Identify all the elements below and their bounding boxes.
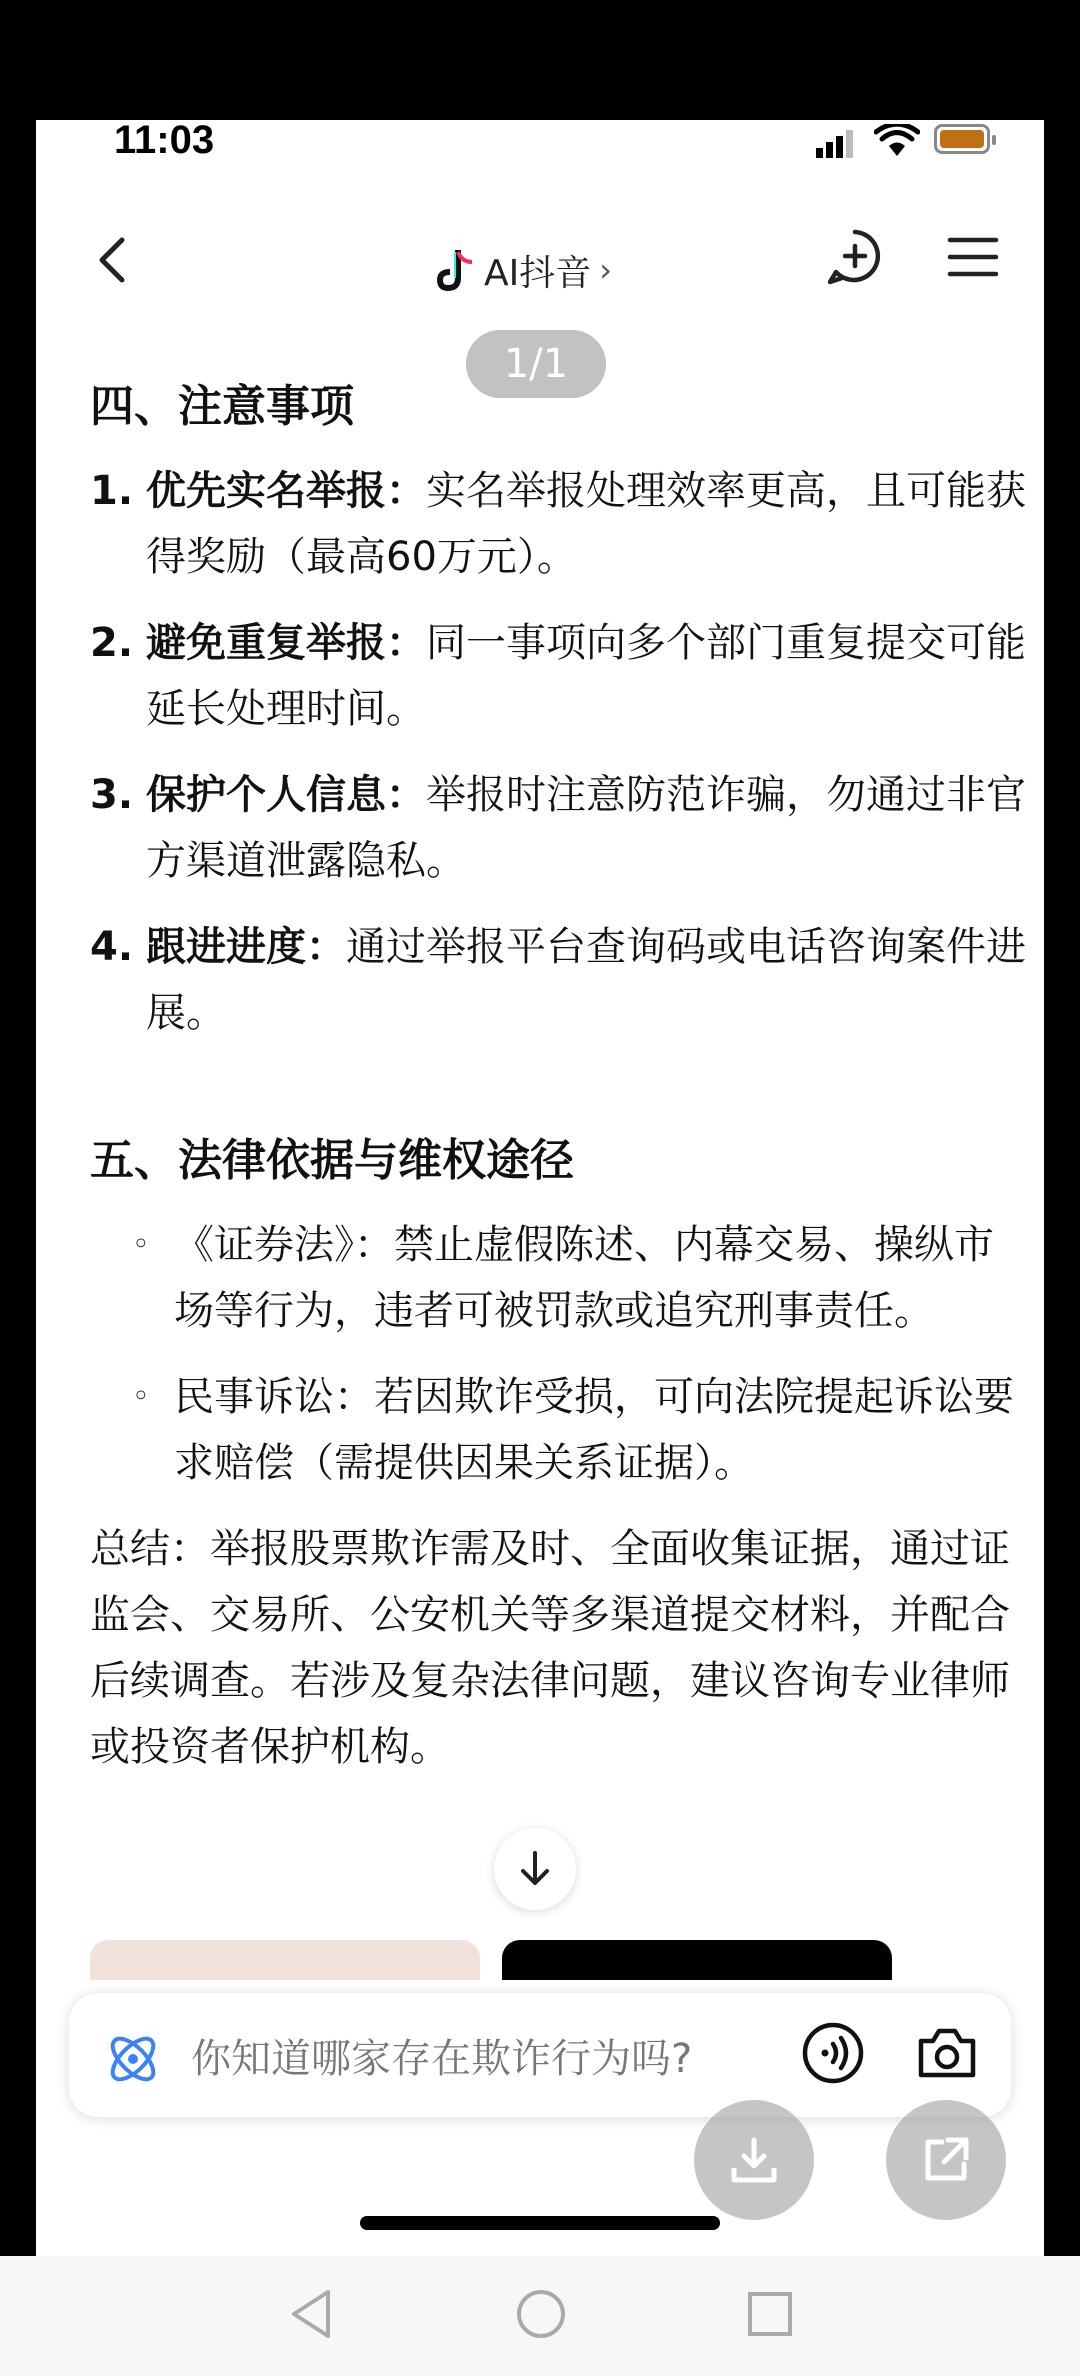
- download-button[interactable]: [694, 2100, 814, 2220]
- list-item-lead: 避免重复举报：: [146, 620, 426, 666]
- image-thumbnail[interactable]: [90, 1940, 480, 1980]
- title-chevron: ›: [599, 251, 613, 289]
- ai-spark-icon: [103, 2029, 163, 2089]
- bullet: ◦: [132, 1379, 150, 1414]
- bullet: ◦: [132, 1227, 150, 1262]
- share-icon: [918, 2132, 974, 2188]
- list-number: 1.: [90, 468, 134, 514]
- list-item: [90, 762, 1030, 894]
- app-screen: [36, 120, 1044, 2256]
- list-number: 4.: [90, 924, 134, 970]
- douyin-logo-icon: [436, 248, 476, 292]
- chat-input-placeholder[interactable]: 你知道哪家存在欺诈行为吗?: [191, 2036, 693, 2082]
- section5-heading: 五、法律依据与维权途径: [90, 1135, 574, 1186]
- camera-icon[interactable]: [915, 2023, 979, 2083]
- chat-input-bar[interactable]: [68, 1992, 1012, 2118]
- download-icon: [726, 2132, 782, 2188]
- share-button[interactable]: [886, 2100, 1006, 2220]
- list-item-text: 民事诉讼：若因欺诈受损，可向法院提起诉讼要求赔偿（需提供因果关系证据）。: [174, 1374, 1014, 1486]
- cellular-signal-icon: [816, 128, 856, 158]
- page-indicator: 1/1: [466, 330, 606, 398]
- new-chat-icon[interactable]: [824, 226, 886, 288]
- list-item-text: 同一事项向多个部门重复提交可能延长处理时间。: [146, 620, 1026, 732]
- list-item-text: 《证券法》：禁止虚假陈述、内幕交易、操纵市场等行为，违者可被罚款或追究刑事责任。: [174, 1222, 994, 1334]
- wifi-icon: [874, 124, 920, 158]
- app-title: AI抖音: [484, 252, 592, 294]
- menu-icon[interactable]: [946, 232, 1000, 282]
- scroll-to-bottom-button[interactable]: [494, 1828, 576, 1910]
- list-number: 3.: [90, 772, 134, 818]
- top-nav: [36, 210, 1044, 387]
- list-item: [90, 610, 1030, 742]
- system-nav-bar: [0, 2256, 1080, 2376]
- list-number: 2.: [90, 620, 134, 666]
- list-item-text: 举报时注意防范诈骗，勿通过非官方渠道泄露隐私。: [146, 772, 1026, 884]
- list-item-lead: 优先实名举报：: [146, 468, 426, 514]
- list-item-lead: 跟进进度：: [146, 924, 346, 970]
- nav-home-icon[interactable]: [514, 2286, 568, 2342]
- app-title-button[interactable]: [436, 240, 612, 300]
- list-item: [90, 458, 1030, 590]
- voice-icon[interactable]: [801, 2021, 865, 2085]
- status-time: 11:03: [114, 120, 215, 162]
- summary-text: 总结：举报股票欺诈需及时、全面收集证据，通过证监会、交易所、公安机关等多渠道提交材料，并配合后续调查。若涉及复杂法律问题，建议咨询专业律师或投资者保护机构。: [90, 1526, 1010, 1770]
- section4-heading: 四、注意事项: [90, 381, 354, 432]
- nav-recents-icon[interactable]: [744, 2286, 794, 2342]
- video-thumbnail[interactable]: [502, 1940, 892, 1980]
- status-bar: [36, 120, 1044, 200]
- list-item: [90, 1212, 1030, 1344]
- list-item: [90, 1364, 1030, 1496]
- list-item: [90, 914, 1030, 1046]
- message-content: [90, 370, 1030, 1780]
- battery-icon: [934, 124, 990, 154]
- nav-back-icon[interactable]: [286, 2286, 336, 2342]
- list-item-lead: 保护个人信息：: [146, 772, 426, 818]
- arrow-down-icon: [515, 1849, 555, 1889]
- back-arrow-icon[interactable]: [84, 230, 144, 290]
- list-item-text: 实名举报处理效率更高，且可能获得奖励（最高60万元）。: [146, 468, 1026, 580]
- home-indicator[interactable]: [360, 2216, 720, 2230]
- list-item-text: 通过举报平台查询码或电话咨询案件进展。: [146, 924, 1026, 1036]
